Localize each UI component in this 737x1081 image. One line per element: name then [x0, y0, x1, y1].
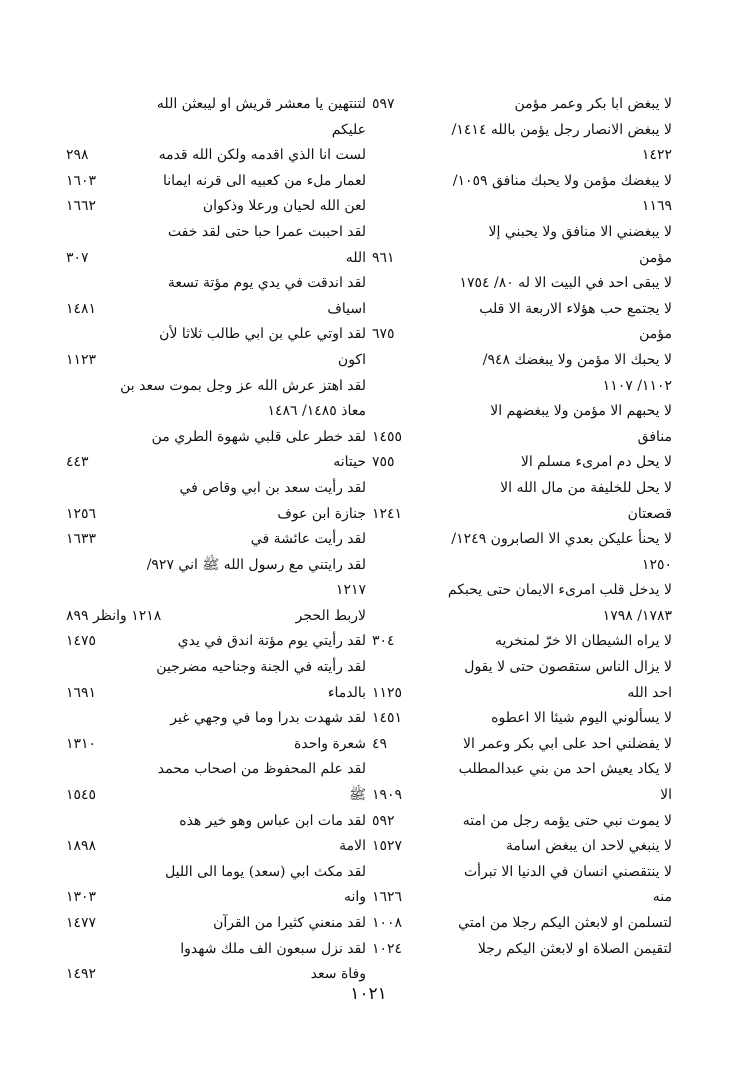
entry-text: لقد رأيت عائشة في: [250, 531, 366, 548]
entry-text: احد الله: [627, 684, 672, 701]
index-entry: [66, 322, 366, 348]
entry-reference: ١٦٢٦: [372, 889, 403, 906]
index-entry: [372, 374, 672, 400]
entry-text: لقد رأيت سعد بن ابي وقاص في: [179, 479, 366, 496]
index-entry: [66, 834, 366, 860]
entry-text: لعمار ملء من كعبيه الى قرنه ايمانا: [162, 172, 366, 189]
left-column: [66, 92, 366, 988]
entry-text: لاربط الحجر: [295, 607, 366, 624]
entry-text: جنازة ابن عوف: [277, 505, 366, 522]
entry-reference: ٢٩٨: [66, 147, 89, 164]
entry-text: لا يكاد يعيش احد من بني عبدالمطلب: [458, 761, 672, 778]
index-entry: [66, 502, 366, 528]
entry-reference: ١٢٥٦: [66, 505, 97, 522]
entry-text: لقد شهدت بدرا وما في وجهي غير: [170, 710, 366, 727]
index-entry: [66, 860, 366, 886]
entry-text: اسياف: [327, 300, 366, 317]
index-entry: [66, 553, 366, 579]
index-entry: [66, 143, 366, 169]
entry-reference: ٩٦١: [372, 249, 395, 266]
entry-text: لقد احببت عمرا حبا حتى لقد خفت: [167, 223, 366, 240]
index-entry: [372, 169, 672, 195]
entry-text: لقد علم المحفوظ من اصحاب محمد: [157, 761, 366, 778]
index-entry: [372, 655, 672, 681]
entry-text: عليكم: [331, 121, 366, 138]
entry-text: شعرة واحدة: [294, 735, 366, 752]
entry-text: لست انا الذي اقدمه ولكن الله قدمه: [158, 147, 366, 164]
entry-reference: ١٩٠٩: [372, 787, 403, 804]
entry-text: لعن الله لحيان ورعلا وذكوان: [202, 198, 366, 215]
entry-text: منه: [652, 889, 672, 906]
index-entry: [372, 834, 672, 860]
index-entry: [66, 911, 366, 937]
index-entry: [66, 757, 366, 783]
index-entry: [66, 681, 366, 707]
index-entry: [372, 629, 672, 655]
index-entry: [372, 271, 672, 297]
index-entry: [66, 809, 366, 835]
entry-text: لا يحنأ عليكن بعدي الا الصابرون ١٢٤٩/: [451, 531, 672, 548]
entry-reference: ١٦٦٢: [66, 198, 97, 215]
index-entry: [372, 118, 672, 144]
entry-reference: ١٦٣٣: [66, 531, 97, 548]
entry-text: لقد رايتني مع رسول الله ﷺ اني ٩٢٧/: [146, 556, 366, 573]
index-entry: [372, 604, 672, 630]
index-entry: [66, 92, 366, 118]
entry-text: اكون: [337, 351, 366, 368]
entry-text: لا يفضلني احد على ابي بكر وعمر الا: [463, 735, 672, 752]
page-number: ١٠٢١: [350, 984, 387, 1004]
index-entry: [66, 476, 366, 502]
entry-text: مؤمن: [639, 249, 672, 266]
index-entry: [66, 194, 366, 220]
entry-text: قصعتان: [627, 505, 672, 522]
entry-text: لقد مكث ابي (سعد) يوما الى الليل: [165, 863, 366, 880]
entry-text: لقد رأيته في الجنة وجناحيه مضرجين: [156, 659, 366, 676]
index-entry: [372, 578, 672, 604]
index-entry: [372, 143, 672, 169]
entry-reference: ١١٦٩: [641, 198, 672, 215]
entry-reference: ١٢٥٠: [641, 556, 672, 573]
index-entry: [66, 527, 366, 553]
entry-text: لا ينتقصني انسان في الدنيا الا تبرأت: [463, 863, 672, 880]
index-entry: [66, 885, 366, 911]
index-entry: [66, 732, 366, 758]
index-entry: [372, 502, 672, 528]
entry-reference: ١٤٥٥: [372, 428, 403, 445]
entry-reference: ٤٤٣: [66, 454, 89, 471]
entry-reference: ١٦٠٣: [66, 172, 97, 189]
entry-reference: ١٤٧٧: [66, 915, 97, 931]
index-entry: [66, 783, 366, 809]
index-entry: [372, 732, 672, 758]
entry-text: وفاة سعد: [310, 966, 366, 983]
index-entry: [372, 860, 672, 886]
index-entry: [372, 322, 672, 348]
entry-reference: ١٠٢٤: [372, 940, 403, 957]
index-entry: [372, 92, 672, 118]
entry-text: لا يبقى احد في البيت الا له ٨٠/ ١٧٥٤: [459, 275, 672, 292]
index-entry: [66, 578, 366, 604]
entry-text: لا يحبهم الا مؤمن ولا يبغضهم الا: [490, 403, 672, 420]
entry-text: لقد رأيتي يوم مؤتة اندق في يدي: [177, 633, 366, 650]
entry-text: لا يدخل قلب امرىء الايمان حتى يحبكم: [447, 582, 672, 599]
entry-reference: ١٣٠٣: [66, 889, 97, 906]
entry-reference: ١٤٥١: [372, 710, 403, 727]
entry-reference: ٦٧٥: [372, 326, 395, 343]
index-entry: [66, 425, 366, 451]
index-entry: [66, 348, 366, 374]
entry-reference: ٥٩٢: [372, 812, 395, 829]
entry-text: لا يبغض الانصار رجل يؤمن بالله ١٤١٤/: [451, 121, 672, 138]
index-entry: [372, 681, 672, 707]
entry-text: الا: [660, 787, 672, 804]
entry-reference: ١٢١٨ وانظر ٨٩٩: [66, 607, 162, 624]
entry-reference: ١٤٧٥: [66, 633, 97, 650]
entry-reference: ١٢١٧: [335, 582, 366, 599]
entry-reference: ١٠٠٨: [372, 915, 403, 931]
index-entry: [66, 297, 366, 323]
entry-reference: ١١٢٥: [372, 684, 403, 701]
entry-text: لا يزال الناس ستقصون حتى لا يقول: [464, 659, 672, 676]
entry-text: حيتانه: [333, 454, 366, 471]
entry-reference: ٤٩: [372, 735, 388, 752]
entry-text: لتقيمن الصلاة او لابعثن اليكم رجلا: [477, 940, 672, 957]
index-entry: [372, 553, 672, 579]
index-entry: [372, 348, 672, 374]
entry-reference: ١٣١٠: [66, 735, 97, 752]
entry-text: لا يسألوني اليوم شيئا الا اعطوه: [491, 710, 672, 727]
entry-reference: ١٥٢٧: [372, 838, 403, 855]
entry-reference: ١٤٩٢: [66, 966, 97, 983]
entry-text: وانه: [343, 889, 366, 906]
index-entry: [372, 399, 672, 425]
entry-reference: ١٦٩١: [66, 684, 97, 701]
index-entry: [372, 937, 672, 963]
entry-reference: ١١٢٣: [66, 351, 97, 368]
entry-text: منافق: [637, 428, 672, 445]
entry-reference: ١٥٤٥: [66, 787, 97, 804]
entry-reference: ١١٠٢/ ١١٠٧: [602, 377, 672, 394]
entry-text: لا يراه الشيطان الا خرّ لمنخريه: [495, 633, 672, 650]
index-entry: [66, 118, 366, 144]
index-entry: [372, 297, 672, 323]
index-entry: [66, 246, 366, 272]
entry-text: معاذ ١٤٨٥/ ١٤٨٦: [267, 403, 366, 420]
index-entry: [372, 527, 672, 553]
index-entry: [372, 783, 672, 809]
entry-reference: ٣٠٤: [372, 633, 395, 650]
index-entry: [66, 655, 366, 681]
entry-text: لقد اندقت في يدي يوم مؤتة تسعة: [167, 275, 366, 292]
entry-text: لا يجتمع حب هؤلاء الاربعة الا قلب: [479, 300, 672, 317]
index-entry: [372, 809, 672, 835]
entry-reference: ١٤٨١: [66, 300, 97, 317]
entry-text: ﷺ: [349, 787, 366, 804]
index-entry: [66, 399, 366, 425]
index-entry: [372, 476, 672, 502]
entry-text: لقد نزل سبعون الف ملك شهدوا: [180, 940, 366, 957]
entry-reference: ٥٩٧: [372, 96, 395, 112]
index-entry: [66, 937, 366, 963]
entry-text: لقد اوتي علي بن ابي طالب ثلاثا لأن: [159, 326, 366, 343]
entry-reference: ١٨٩٨: [66, 838, 97, 855]
index-entry: [66, 450, 366, 476]
index-entry: [372, 757, 672, 783]
entry-text: لا يبغضك مؤمن ولا يحبك منافق ١٠٥٩/: [452, 172, 672, 189]
entry-text: بالدماء: [327, 684, 366, 701]
index-entry: [372, 911, 672, 937]
index-entry: [66, 604, 366, 630]
entry-text: الله: [345, 249, 366, 266]
index-entry: [372, 194, 672, 220]
entry-text: لا يموت نبي حتى يؤمه رجل من امته: [462, 812, 672, 829]
index-entry: [66, 271, 366, 297]
entry-text: الامة: [339, 838, 366, 855]
entry-text: مؤمن: [639, 326, 672, 343]
entry-text: لا يبغض ابا بكر وعمر مؤمن: [514, 96, 672, 112]
entry-text: لا يحل للخليفة من مال الله الا: [500, 479, 672, 496]
index-entry: [372, 246, 672, 272]
entry-text: لا يبغضني الا منافق ولا يحبني إلا: [488, 223, 672, 240]
entry-reference: ١٤٢٢: [641, 147, 672, 164]
entry-text: لا يحبك الا مؤمن ولا يبغضك ٩٤٨/: [482, 351, 672, 368]
index-entry: [66, 374, 366, 400]
entry-text: لقد منعني كثيرا من القرآن: [213, 915, 366, 931]
index-entry: [66, 220, 366, 246]
entry-text: لقد خطر على قلبي شهوة الطري من: [151, 428, 366, 445]
entry-text: لا ينبغي لاحد ان يبغض اسامة: [505, 838, 672, 855]
entry-reference: ٧٥٥: [372, 454, 395, 471]
index-entry: [372, 450, 672, 476]
index-entry: [66, 169, 366, 195]
entry-reference: ١٢٤١: [372, 505, 403, 522]
index-entry: [372, 885, 672, 911]
entry-text: لتنتهين يا معشر قريش او ليبعثن الله: [156, 96, 366, 112]
entry-reference: ١٧٨٣/ ١٧٩٨: [602, 607, 672, 624]
entry-text: لتسلمن او لابعثن اليكم رجلا من امتي: [458, 915, 672, 931]
entry-text: لا يحل دم امرىء مسلم الا: [520, 454, 672, 471]
entry-text: لقد اهتز عرش الله عز وجل بموت سعد بن: [120, 377, 366, 394]
entry-reference: ٣٠٧: [66, 249, 89, 266]
index-entry: [372, 706, 672, 732]
entry-text: لقد مات ابن عباس وهو خير هذه: [179, 812, 366, 829]
index-entry: [372, 425, 672, 451]
index-entry: [66, 629, 366, 655]
right-column: [372, 92, 672, 962]
index-entry: [372, 220, 672, 246]
index-entry: [66, 706, 366, 732]
